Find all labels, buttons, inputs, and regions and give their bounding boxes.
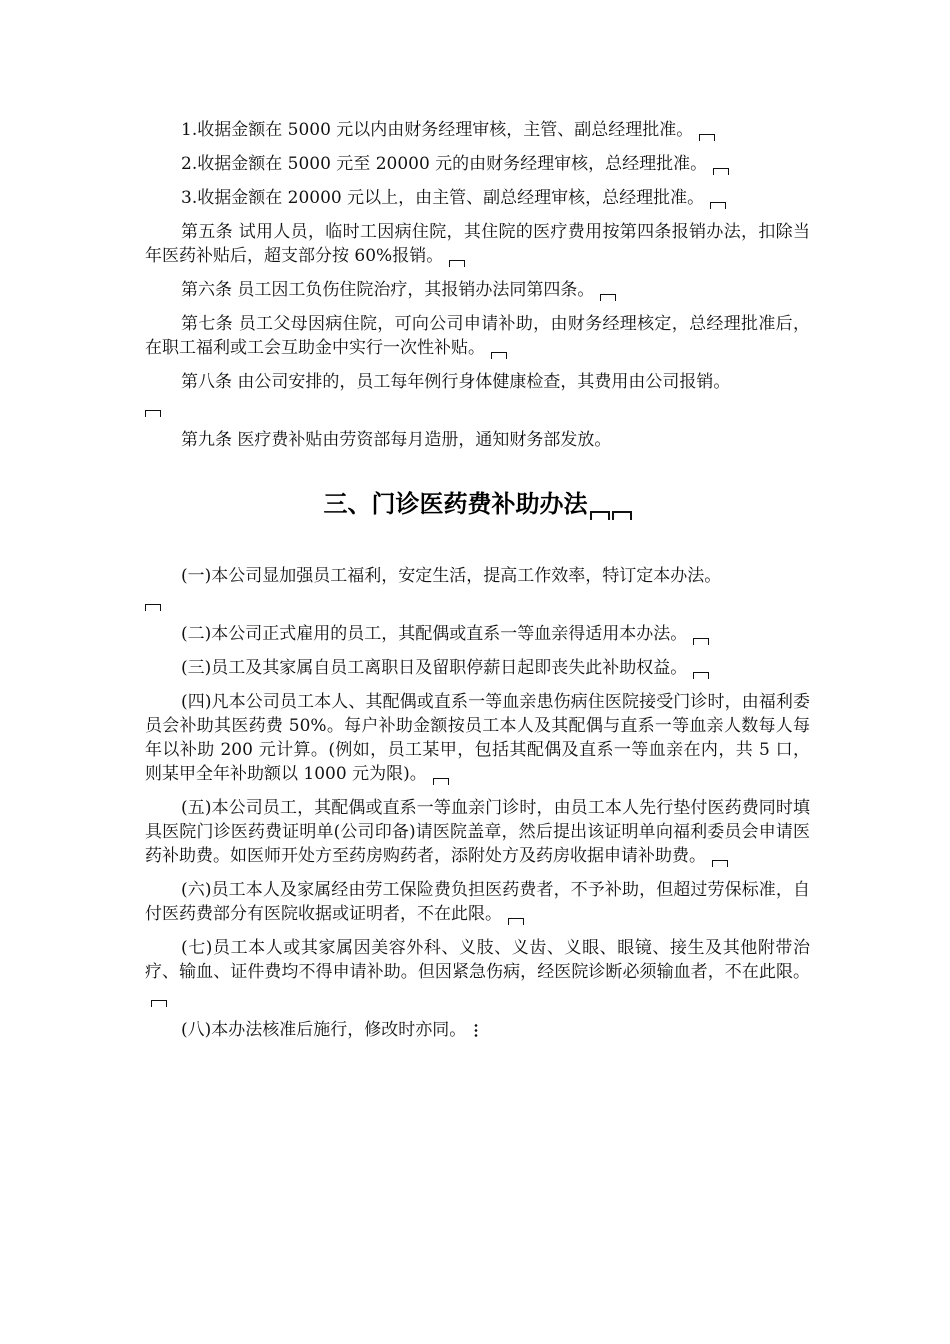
paragraph-text: 第九条 医疗费补贴由劳资部每月造册，通知财务部发放。: [181, 430, 612, 450]
section-heading: [145, 488, 810, 520]
paragraph-text: (四)凡本公司员工本人、其配偶或直系一等血亲患伤病住医院接受门诊时，由福利委员会补助其医药费 50%。每户补助金额按员工本人及其配偶与直系一等血亲人数每人每年以补助 200 元计算。(例如，员工某甲，包括其配偶及直系一等血亲在内，共 5 口，则某甲全年补助额以 1000 元为限)。: [145, 692, 810, 784]
paragraph-text: (六)员工本人及家属经由劳工保险费负担医药费者，不予补助，但超过劳保标准，自付医药费部分有医院收据或证明者，不在此限。: [145, 880, 810, 924]
paragraph-mark-icon: [612, 511, 632, 520]
paragraph-text: (七)员工本人或其家属因美容外科、义肢、义齿、义眼、眼镜、接生及其他附带治疗、输血、证件费均不得申请补助。但因紧急伤病，经医院诊断必须输血者，不在此限。: [145, 938, 810, 982]
paragraph: [145, 878, 810, 926]
paragraph: [145, 656, 810, 680]
paragraph: [145, 936, 810, 1008]
paragraph: [145, 370, 810, 418]
paragraph: [145, 220, 810, 268]
paragraph-mark-icon: [151, 1000, 167, 1007]
paragraph: [145, 152, 810, 176]
document-body: [145, 118, 810, 1052]
paragraph-mark-icon: [693, 638, 709, 645]
paragraph-mark-icon: [449, 260, 465, 267]
paragraph-mark-icon: [699, 134, 715, 141]
paragraph-text: (八)本办法核准后施行，修改时亦同。: [181, 1020, 467, 1040]
section-heading-text: 三、门诊医药费补助办法: [323, 490, 588, 518]
end-mark-icon: [474, 1023, 478, 1037]
paragraph: [145, 690, 810, 786]
section-three: [145, 564, 810, 1042]
paragraph-mark-icon: [433, 778, 449, 785]
paragraph-mark-icon: [712, 860, 728, 867]
paragraph-mark-icon: [145, 410, 161, 417]
paragraph-text: 3.收据金额在 20000 元以上，由主管、副总经理审核，总经理批准。: [181, 188, 705, 208]
paragraph-mark-icon: [710, 202, 726, 209]
paragraph: [145, 622, 810, 646]
section-two-tail: [145, 118, 810, 452]
paragraph-text: (一)本公司显加强员工福利，安定生活，提高工作效率，特订定本办法。: [181, 566, 722, 586]
paragraph: [145, 118, 810, 142]
paragraph-mark-icon: [145, 604, 161, 611]
paragraph-mark-icon: [590, 511, 610, 520]
paragraph-mark-icon: [600, 294, 616, 301]
paragraph-mark-icon: [491, 352, 507, 359]
paragraph-text: 第五条 试用人员，临时工因病住院，其住院的医疗费用按第四条报销办法，扣除当年医药补贴后，超支部分按 60%报销。: [145, 222, 810, 266]
paragraph-mark-icon: [693, 672, 709, 679]
paragraph-text: 1.收据金额在 5000 元以内由财务经理审核，主管、副总经理批准。: [181, 120, 694, 140]
paragraph-text: (三)员工及其家属自员工离职日及留职停薪日起即丧失此补助权益。: [181, 658, 688, 678]
paragraph: [145, 428, 810, 452]
paragraph-text: (二)本公司正式雇用的员工，其配偶或直系一等血亲得适用本办法。: [181, 624, 688, 644]
paragraph-mark-icon: [713, 168, 729, 175]
paragraph-text: 2.收据金额在 5000 元至 20000 元的由财务经理审核，总经理批准。: [181, 154, 708, 174]
paragraph-text: (五)本公司员工，其配偶或直系一等血亲门诊时，由员工本人先行垫付医药费同时填具医院门诊医药费证明单(公司印备)请医院盖章，然后提出该证明单向福利委员会申请医药补助费。如医师开处方至药房购药者，添附处方及药房收据申请补助费。: [145, 798, 810, 866]
paragraph: [145, 796, 810, 868]
paragraph: [145, 1018, 810, 1042]
paragraph: [145, 312, 810, 360]
paragraph: [145, 186, 810, 210]
paragraph-text: 第八条 由公司安排的，员工每年例行身体健康检查，其费用由公司报销。: [181, 372, 731, 392]
paragraph-text: 第六条 员工因工负伤住院治疗，其报销办法同第四条。: [181, 280, 595, 300]
paragraph-text: 第七条 员工父母因病住院，可向公司申请补助，由财务经理核定，总经理批准后，在职工福利或工会互助金中实行一次性补贴。: [145, 314, 810, 358]
paragraph-mark-icon: [508, 918, 524, 925]
paragraph: [145, 564, 810, 612]
paragraph: [145, 278, 810, 302]
